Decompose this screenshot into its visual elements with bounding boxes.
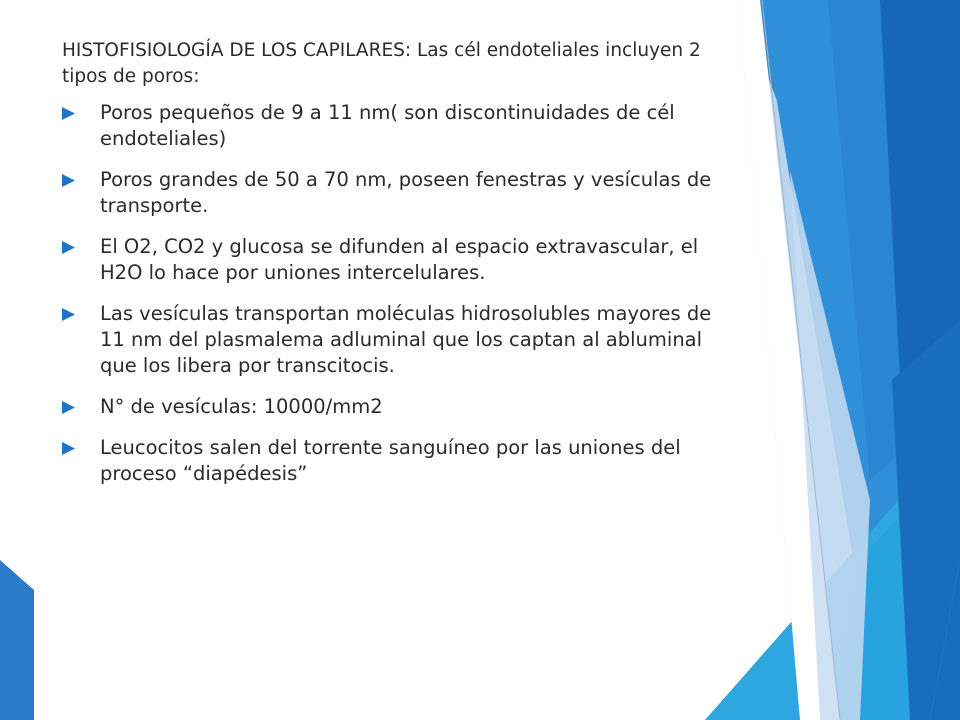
bullet-item: [62, 435, 722, 487]
intro-text: HISTOFISIOLOGÍA DE LOS CAPILARES: Las cél endoteliales incluyen 2 tipos de poros:: [62, 40, 701, 87]
bullet-item: [62, 301, 722, 379]
triangle-right-icon: [62, 308, 75, 321]
triangle-right-icon: [62, 174, 75, 187]
bullet-item: [62, 234, 722, 286]
bullet-text: Poros grandes de 50 a 70 nm, poseen fenestras y vesículas de transporte.: [100, 168, 712, 217]
bullet-text: El O2, CO2 y glucosa se difunden al espacio extravascular, el H2O lo hace por uniones intercelulares.: [100, 235, 699, 284]
triangle-right-icon: [62, 107, 75, 120]
bullet-list: [62, 100, 722, 487]
bullet-text: N° de vesículas: 10000/mm2: [100, 395, 383, 418]
bullet-text: Leucocitos salen del torrente sanguíneo por las uniones del proceso “diapédesis”: [100, 436, 681, 485]
triangle-right-icon: [62, 241, 75, 254]
bullet-item: [62, 394, 722, 420]
triangle-right-icon: [62, 442, 75, 455]
bullet-item: [62, 100, 722, 152]
bullet-text: Poros pequeños de 9 a 11 nm( son discontinuidades de cél endoteliales): [100, 101, 675, 150]
slide-content: [62, 38, 722, 502]
triangle-right-icon: [62, 401, 75, 414]
bullet-item: [62, 167, 722, 219]
left-edge-shape: [0, 560, 34, 720]
bullet-text: Las vesículas transportan moléculas hidrosolubles mayores de 11 nm del plasmalema adluminal que los captan al abluminal que los libera por transcitocis.: [100, 302, 712, 377]
